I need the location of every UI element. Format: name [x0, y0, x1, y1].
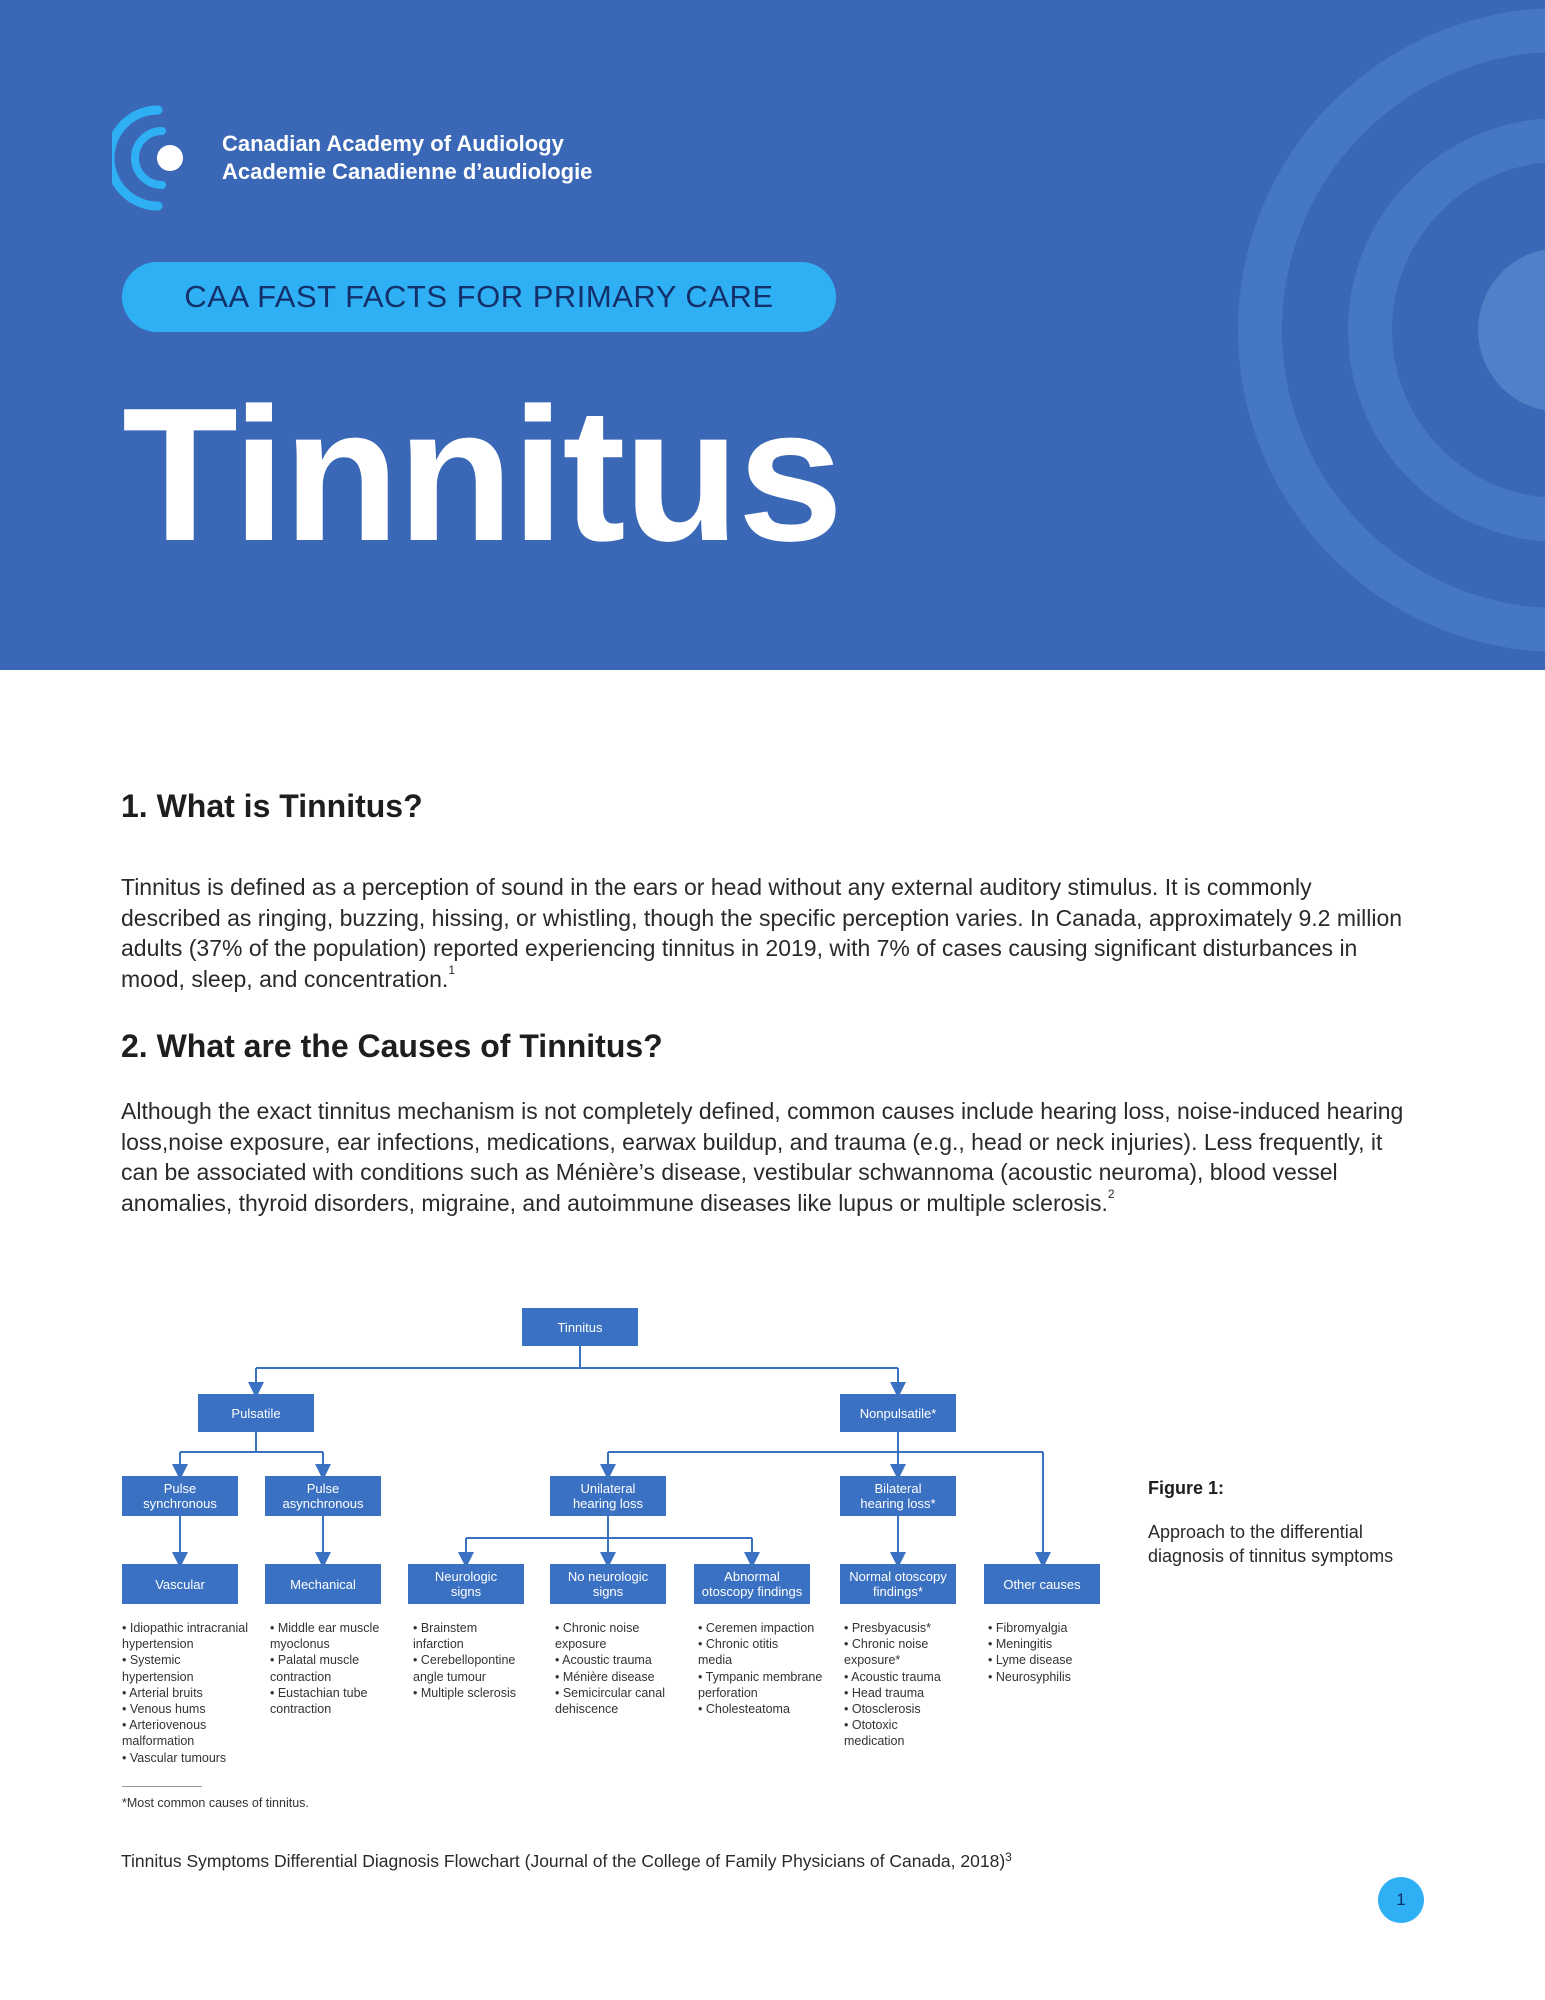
page-number: 1 — [1378, 1877, 1424, 1923]
section-2-body — [121, 1096, 1411, 1218]
flow-node-no-neurologic-signs: No neurologic signs — [550, 1564, 666, 1604]
flow-node-nonpulsatile: Nonpulsatile* — [840, 1394, 956, 1432]
section-1-body — [121, 872, 1411, 994]
caption-text: Tinnitus Symptoms Differential Diagnosis Flowchart (Journal of the College of Family Physicians of Canada, 2018) — [121, 1851, 1006, 1871]
list-no-neurologic-causes: • Chronic noise exposure • Acoustic trauma • Ménière disease • Semicircular canal dehiscence — [555, 1621, 665, 1717]
list-other-causes: • Fibromyalgia • Meningitis • Lyme disease • Neurosyphilis — [988, 1621, 1073, 1684]
figure-caption — [121, 1851, 1012, 1872]
section-1-text: Tinnitus is defined as a perception of sound in the ears or head without any external auditory stimulus. It is commonly described as ringing, buzzing, hissing, or whistling, though the specific perception varies. In Canada, approximately 9.2 million adults (37% of the population) reported experiencing tinnitus in 2019, with 7% of cases causing significant disturbances in mood, sleep, and concentration. — [121, 874, 1403, 992]
figure-label: Figure 1: — [1148, 1478, 1225, 1498]
list-abnormal-otoscopy-causes: • Ceremen impaction • Chronic otitis media • Tympanic membrane perforation • Cholesteatoma — [698, 1621, 823, 1717]
list-normal-otoscopy-causes: • Presbyacusis* • Chronic noise exposure* • Acoustic trauma • Head trauma • Otosclerosis • Ototoxic medication — [844, 1621, 941, 1749]
reference-marker: 1 — [448, 962, 456, 977]
figure-description: Approach to the differential diagnosis of tinnitus symptoms — [1148, 1522, 1394, 1566]
flow-node-vascular: Vascular — [122, 1564, 238, 1604]
flowchart-footnote: *Most common causes of tinnitus. — [122, 1796, 309, 1810]
flow-node-tinnitus: Tinnitus — [522, 1308, 638, 1346]
flow-node-bilateral-hearing-loss: Bilateral hearing loss* — [840, 1476, 956, 1516]
page-title: Tinnitus — [122, 369, 842, 581]
reference-marker: 2 — [1107, 1186, 1115, 1201]
list-mechanical-causes: • Middle ear muscle myoclonus • Palatal muscle contraction • Eustachian tube contraction — [270, 1621, 380, 1717]
list-neurologic-causes: • Brainstem infarction • Cerebellopontine angle tumour • Multiple sclerosis — [413, 1621, 517, 1700]
flow-node-unilateral-hearing-loss: Unilateral hearing loss — [550, 1476, 666, 1516]
header-banner — [0, 0, 1545, 670]
flow-node-abnormal-otoscopy: Abnormal otoscopy findings — [694, 1564, 810, 1604]
section-2-text: Although the exact tinnitus mechanism is not completely defined, common causes include hearing loss, noise-induced hearing loss,noise exposure, ear infections, medications, earwax buildup, and trauma (e.g., head or neck injuries). Less frequently, it can be associated with conditions such as Ménière’s disease, vestibular schwannoma (acoustic neuroma), blood vessel anomalies, thyroid disorders, migraine, and autoimmune diseases like lupus or multiple sclerosis. — [121, 1098, 1404, 1216]
flow-node-pulse-asynchronous: Pulse asynchronous — [265, 1476, 381, 1516]
reference-marker: 3 — [1005, 1850, 1012, 1864]
flow-node-other-causes: Other causes — [984, 1564, 1100, 1604]
flow-node-mechanical: Mechanical — [265, 1564, 381, 1604]
flow-node-pulsatile: Pulsatile — [198, 1394, 314, 1432]
flow-node-normal-otoscopy: Normal otoscopy findings* — [840, 1564, 956, 1604]
differential-diagnosis-flowchart — [118, 1290, 1108, 1810]
flow-node-pulse-synchronous: Pulse synchronous — [122, 1476, 238, 1516]
logo-icon — [112, 98, 212, 218]
section-1-heading: 1. What is Tinnitus? — [121, 788, 423, 824]
fast-facts-badge: CAA FAST FACTS FOR PRIMARY CARE — [122, 262, 836, 332]
organization-name-en: Canadian Academy of Audiology — [222, 131, 564, 156]
flow-node-neurologic-signs: Neurologic signs — [408, 1564, 524, 1604]
footnote-divider — [122, 1786, 202, 1787]
organization-name-fr: Academie Canadienne d’audiologie — [222, 159, 593, 184]
organization-name — [222, 130, 592, 186]
section-2-heading: 2. What are the Causes of Tinnitus? — [121, 1028, 663, 1064]
list-vascular-causes: • Idiopathic intracranial hypertension • Systemic hypertension • Arterial bruits • Venous hums • Arteriovenous malformation • Vascular tumours — [122, 1621, 248, 1765]
